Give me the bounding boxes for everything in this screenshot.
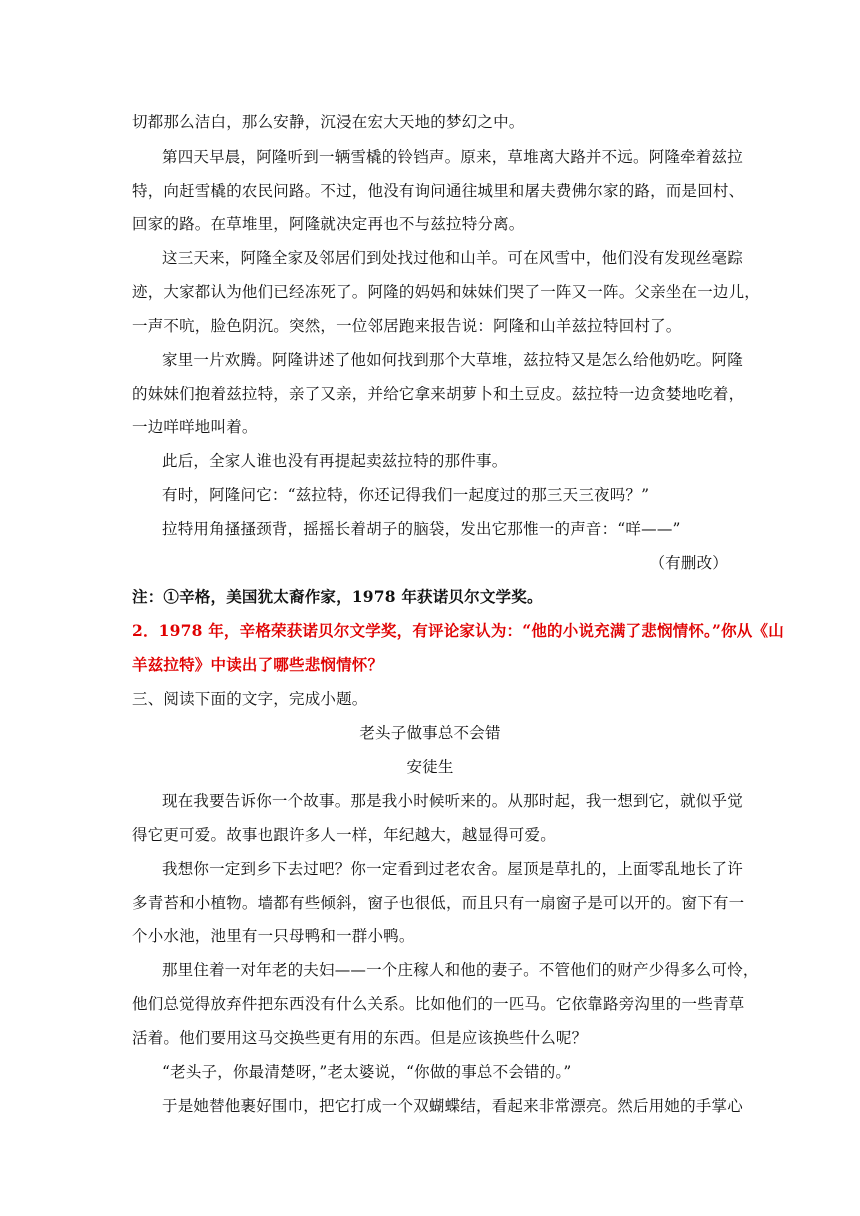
source-note: （有删改） [649, 554, 728, 572]
story-line: 特，向赶雪橇的农民问路。不过，他没有询问通往城里和屠夫费佛尔家的路，而是回村、 [132, 182, 745, 200]
story-line: 我想你一定到乡下去过吧？你一定看到过老农舍。屋顶是草扎的，上面零乱地长了许 [162, 860, 743, 878]
story-line: 他们总觉得放弃件把东西没有什么关系。比如他们的一匹马。它依靠路旁沟里的一些青草 [132, 995, 745, 1013]
story-line: 一声不吭，脸色阴沉。突然，一位邻居跑来报告说：阿隆和山羊兹拉特回村了。 [132, 317, 682, 335]
story-line: 于是她替他裹好围巾，把它打成一个双蝴蝶结，看起来非常漂亮。然后用她的手掌心 [162, 1097, 743, 1115]
story-line: 迹，大家都认为他们已经冻死了。阿隆的妈妈和妹妹们哭了一阵又一阵。父亲坐在一边儿， [132, 283, 761, 301]
story-line: 拉特用角搔搔颈背，摇摇长着胡子的脑袋，发出它那惟一的声音：“咩——” [162, 520, 681, 538]
footnote: 注：①辛格，美国犹太裔作家，1978 年获诺贝尔文学奖。 [132, 587, 543, 606]
story-line: 那里住着一对年老的夫妇——一个庄稼人和他的妻子。不管他们的财产少得多么可怜， [162, 961, 759, 979]
story-line: 活着。他们要用这马交换些更有用的东西。但是应该换些什么呢？ [132, 1029, 588, 1047]
story-line: 有时，阿隆问它：“兹拉特，你还记得我们一起度过的那三天三夜吗？” [162, 486, 650, 504]
section-heading: 三、阅读下面的文字，完成小题。 [132, 690, 368, 708]
story-title: 老头子做事总不会错 [359, 724, 501, 742]
story-line: 此后，全家人谁也没有再提起卖兹拉特的那件事。 [162, 452, 508, 470]
story-line: 现在我要告诉你一个故事。那是我小时候听来的。从那时起，我一想到它，就似乎觉 [162, 792, 743, 810]
story-line: 的妹妹们抱着兹拉特，亲了又亲，并给它拿来胡萝卜和土豆皮。兹拉特一边贪婪地吃着， [132, 385, 745, 403]
story-line: 这三天来，阿隆全家及邻居们到处找过他和山羊。可在风雪中，他们没有发现丝毫踪 [162, 249, 743, 267]
story-line: “老头子，你最清楚呀，”老太婆说，“你做的事总不会错的。” [162, 1063, 572, 1081]
story-line: 一边咩咩地叫着。 [132, 418, 258, 436]
story-line: 得它更可爱。故事也跟许多人一样，年纪越大，越显得可爱。 [132, 826, 556, 844]
story-line: 家里一片欢腾。阿隆讲述了他如何找到那个大草堆，兹拉特又是怎么给他奶吃。阿隆 [162, 351, 743, 369]
story-line: 切都那么洁白，那么安静，沉浸在宏大天地的梦幻之中。 [132, 113, 525, 131]
story-line: 多青苔和小植物。墙都有些倾斜，窗子也很低，而且只有一扇窗子是可以开的。窗下有一 [132, 894, 745, 912]
story-line: 个小水池，池里有一只母鸭和一群小鸭。 [132, 927, 415, 945]
story-line: 第四天早晨，阿隆听到一辆雪橇的铃铛声。原来，草堆离大路并不远。阿隆牵着兹拉 [162, 148, 743, 166]
story-line: 回家的路。在草堆里，阿隆就决定再也不与兹拉特分离。 [132, 215, 525, 233]
question-line: 羊兹拉特》中读出了哪些悲悯情怀？ [132, 655, 384, 674]
story-author: 安徒生 [406, 758, 454, 776]
question-line: 2．1978 年，辛格荣获诺贝尔文学奖，有评论家认为：“他的小说充满了悲悯情怀。”你从《山 [132, 621, 784, 640]
